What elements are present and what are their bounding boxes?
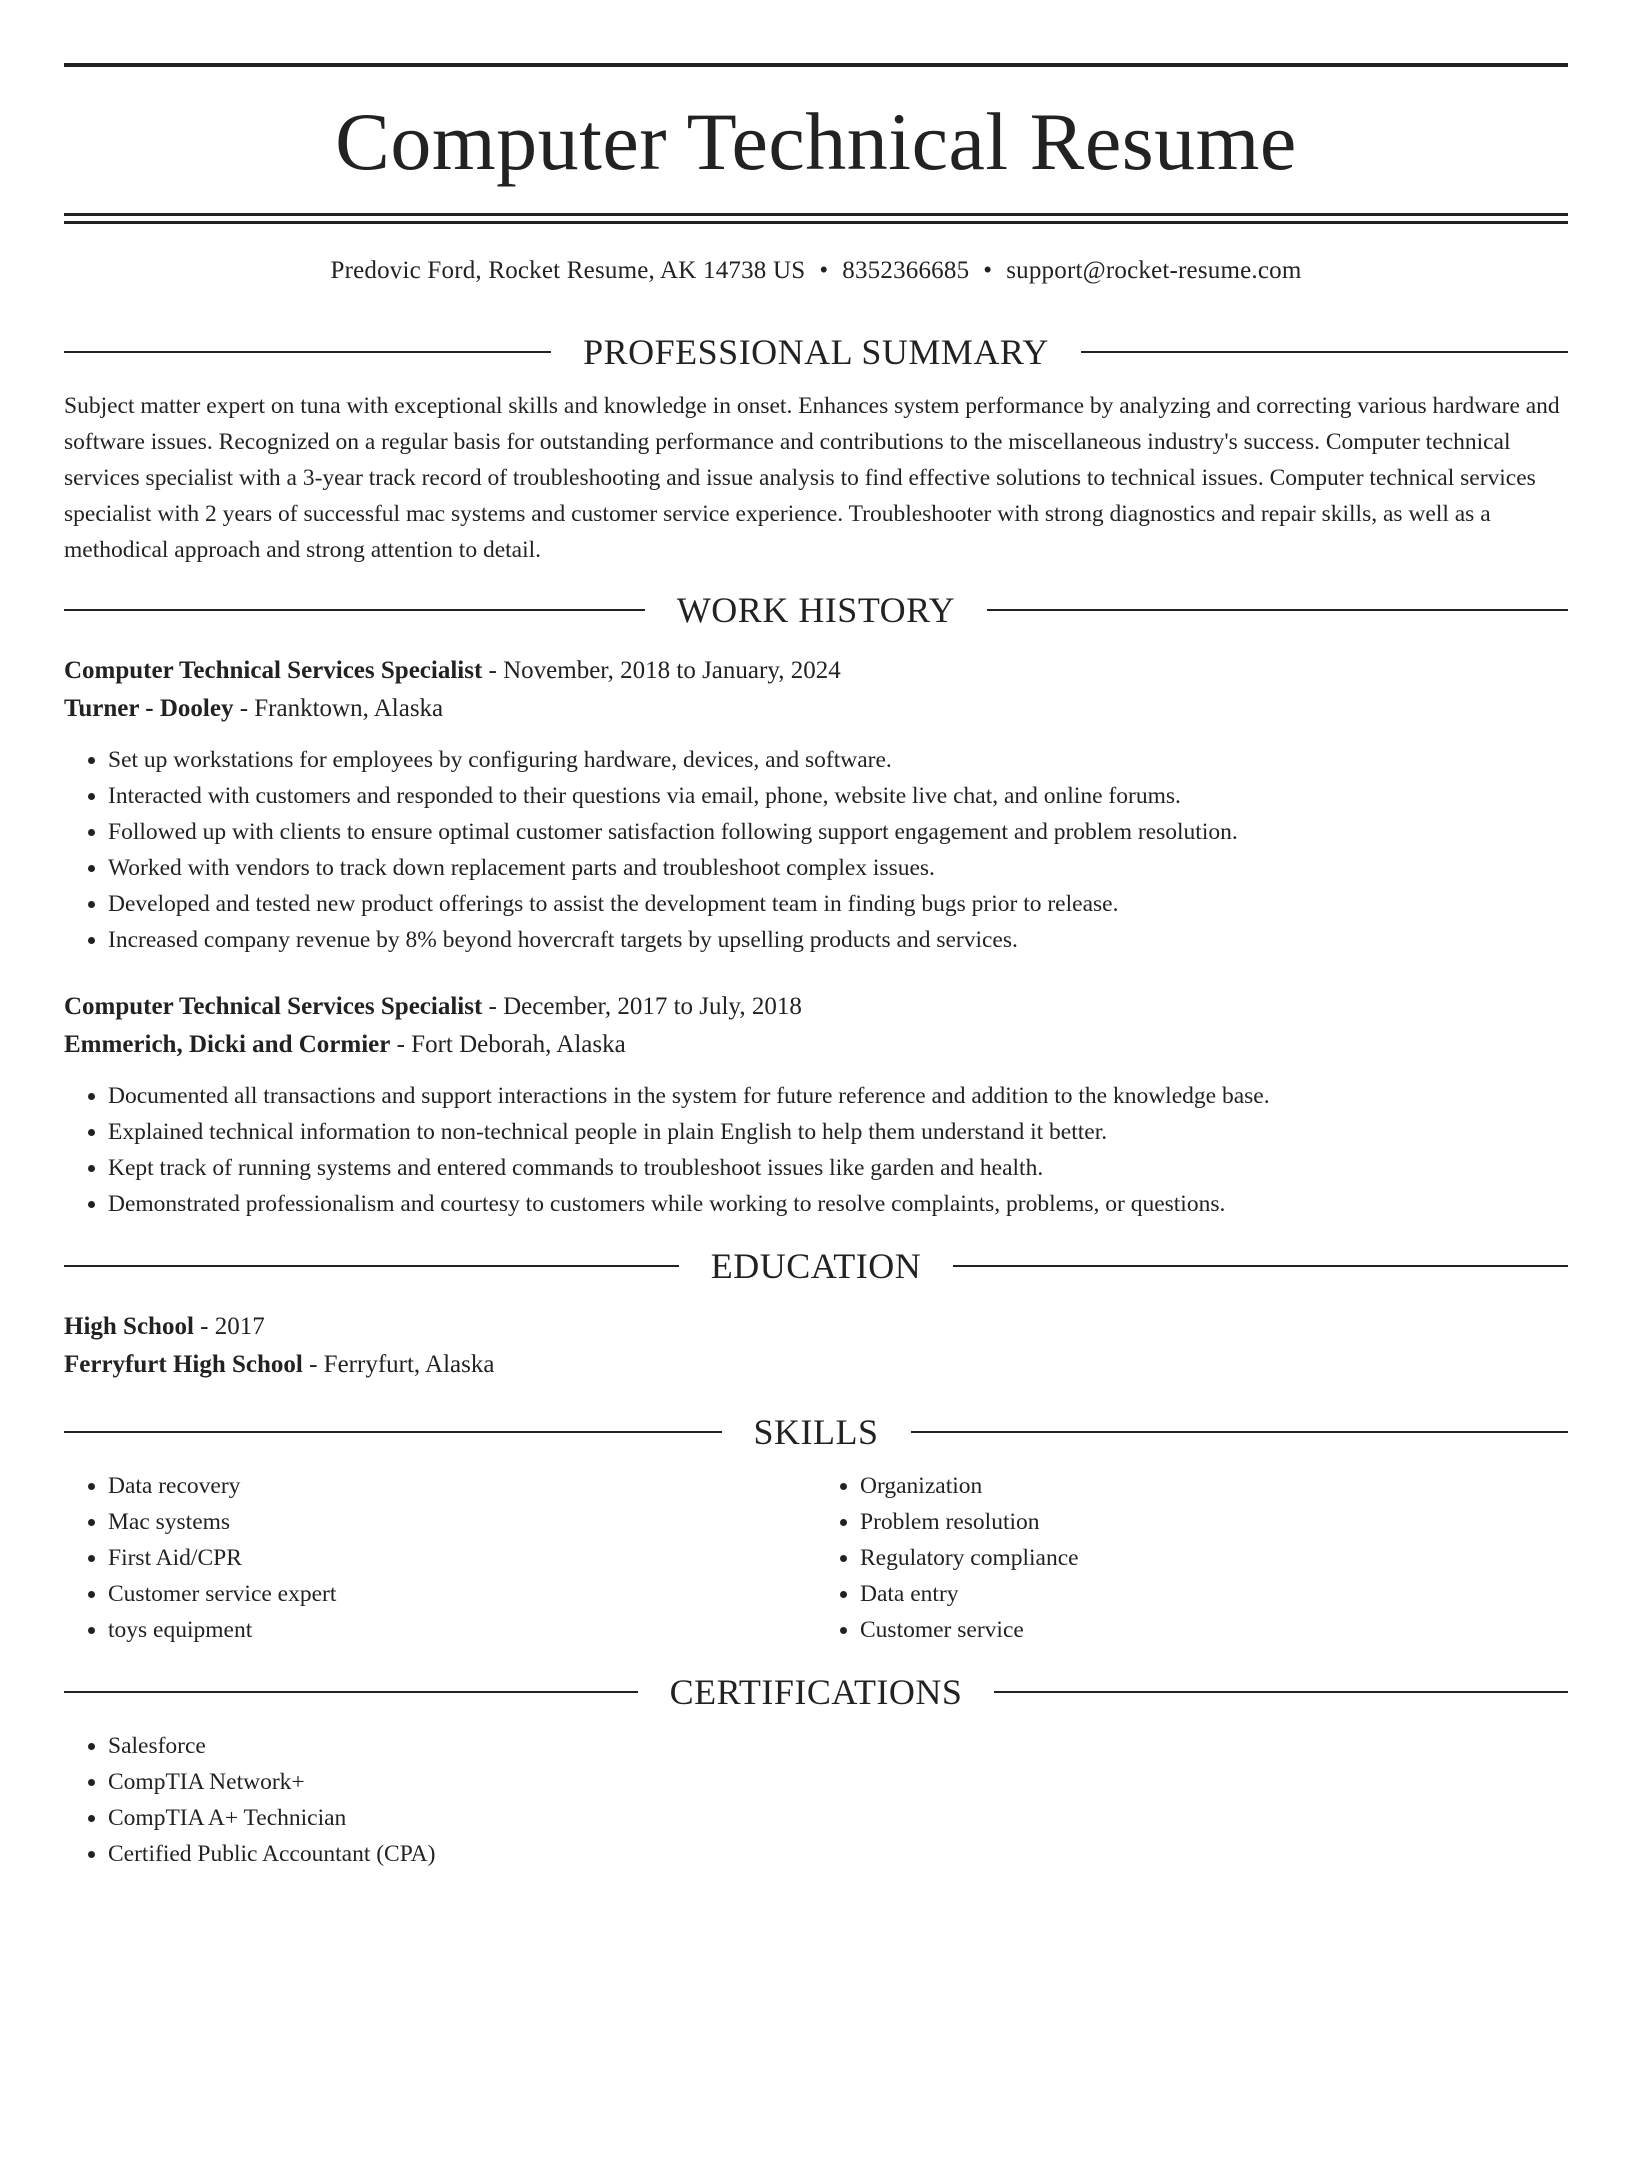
contact-line (64, 256, 1568, 286)
heading-rule (1081, 351, 1568, 353)
heading-rule (994, 1691, 1568, 1693)
section-title: SKILLS (753, 1412, 879, 1452)
skill-item: • Organization (860, 1468, 1568, 1504)
skills-list-left (64, 1468, 816, 1648)
job-dates: - December, 2017 to July, 2018 (482, 993, 802, 1020)
skills-columns (64, 1468, 1568, 1648)
job-title-line (64, 988, 1568, 1026)
education-location: - Ferryfurt, Alaska (302, 1351, 495, 1378)
heading-rule (64, 1691, 638, 1693)
skill-item: • toys equipment (108, 1612, 816, 1648)
education-degree: High School (64, 1313, 194, 1340)
section-heading-certifications (64, 1672, 1568, 1712)
section-heading-education (64, 1246, 1568, 1286)
skill-item: • First Aid/CPR (108, 1540, 816, 1576)
heading-rule (911, 1431, 1569, 1433)
summary-paragraph: Subject matter expert on tuna with exceptional skills and knowledge in onset. Enhances system performance by analyzing and correcting various hardware and software issues. Recognized on a regular basis for outstanding performance and contributions to the miscellaneous industry's success. Computer technical services specialist with a 3-year track record of troubleshooting and issue analysis to find effective solutions to technical issues. Computer technical services specialist with 2 years of successful mac systems and customer service experience. Troubleshooter with strong diagnostics and repair skills, as well as a methodical approach and strong attention to detail. (64, 393, 1560, 563)
list-item: • Developed and tested new product offerings to assist the development team in finding bugs prior to release. (108, 886, 1568, 922)
heading-rule (64, 351, 551, 353)
heading-rule (987, 609, 1568, 611)
section-heading-skills (64, 1412, 1568, 1452)
skill-item: • Problem resolution (860, 1504, 1568, 1540)
title-double-rule (64, 213, 1568, 224)
heading-rule (64, 1265, 679, 1267)
education-year: - 2017 (193, 1313, 265, 1340)
list-item: • Explained technical information to non-technical people in plain English to help them understand it better. (108, 1114, 1568, 1150)
section-title: EDUCATION (710, 1246, 922, 1286)
job-location: - Franktown, Alaska (233, 695, 444, 722)
certification-item: • CompTIA Network+ (108, 1764, 1568, 1800)
list-item: • Increased company revenue by 8% beyond hovercraft targets by upselling products and services. (108, 922, 1568, 958)
skill-item: • Mac systems (108, 1504, 816, 1540)
list-item: • Kept track of running systems and entered commands to troubleshoot issues like garden and health. (108, 1150, 1568, 1186)
contact-email: support@rocket-resume.com (1006, 257, 1302, 284)
certification-item: • CompTIA A+ Technician (108, 1800, 1568, 1836)
job-entry (64, 988, 1568, 1222)
heading-rule (64, 609, 645, 611)
contact-separator: • (819, 257, 829, 284)
section-title: WORK HISTORY (676, 590, 956, 630)
skill-item: • Data recovery (108, 1468, 816, 1504)
job-title-line (64, 652, 1568, 690)
list-item: • Worked with vendors to track down replacement parts and troubleshoot complex issues. (108, 850, 1568, 886)
job-company-line (64, 1026, 1568, 1064)
section-title: CERTIFICATIONS (669, 1672, 963, 1712)
certification-item: • Salesforce (108, 1728, 1568, 1764)
education-degree-line (64, 1308, 1568, 1346)
resume-title: Computer Technical Resume (335, 96, 1297, 187)
job-company: Turner - Dooley (64, 695, 234, 722)
job-role: Computer Technical Services Specialist (64, 993, 483, 1020)
skills-list-right (816, 1468, 1568, 1648)
contact-address: Predovic Ford, Rocket Resume, AK 14738 US (330, 257, 806, 284)
skill-item: • Data entry (860, 1576, 1568, 1612)
job-company-line (64, 690, 1568, 728)
list-item: • Interacted with customers and responded to their questions via email, phone, website live chat, and online forums. (108, 778, 1568, 814)
section-heading-work (64, 590, 1568, 630)
job-location: - Fort Deborah, Alaska (390, 1031, 626, 1058)
education-school: Ferryfurt High School (64, 1351, 303, 1378)
contact-separator: • (983, 257, 993, 284)
job-company: Emmerich, Dicki and Cormier (64, 1031, 391, 1058)
heading-rule (953, 1265, 1568, 1267)
top-rule (64, 63, 1568, 67)
skill-item: • Regulatory compliance (860, 1540, 1568, 1576)
list-item: • Set up workstations for employees by configuring hardware, devices, and software. (108, 742, 1568, 778)
heading-rule (64, 1431, 722, 1433)
job-entry (64, 652, 1568, 958)
education-school-line (64, 1346, 1568, 1384)
contact-phone: 8352366685 (842, 257, 970, 284)
list-item: • Followed up with clients to ensure optimal customer satisfaction following support engagement and problem resolution. (108, 814, 1568, 850)
skill-item: • Customer service (860, 1612, 1568, 1648)
job-role: Computer Technical Services Specialist (64, 657, 483, 684)
education-entry (64, 1308, 1568, 1384)
job-dates: - November, 2018 to January, 2024 (482, 657, 841, 684)
job-bullets (64, 742, 1568, 958)
list-item: • Demonstrated professionalism and courtesy to customers while working to resolve complaints, problems, or questions. (108, 1186, 1568, 1222)
certification-item: • Certified Public Accountant (CPA) (108, 1836, 1568, 1872)
section-title: PROFESSIONAL SUMMARY (583, 332, 1049, 372)
section-heading-summary (64, 332, 1568, 372)
skill-item: • Customer service expert (108, 1576, 816, 1612)
resume-page (0, 63, 1632, 2175)
job-bullets (64, 1078, 1568, 1222)
certifications-list (64, 1728, 1568, 1872)
list-item: • Documented all transactions and support interactions in the system for future reference and addition to the knowledge base. (108, 1078, 1568, 1114)
